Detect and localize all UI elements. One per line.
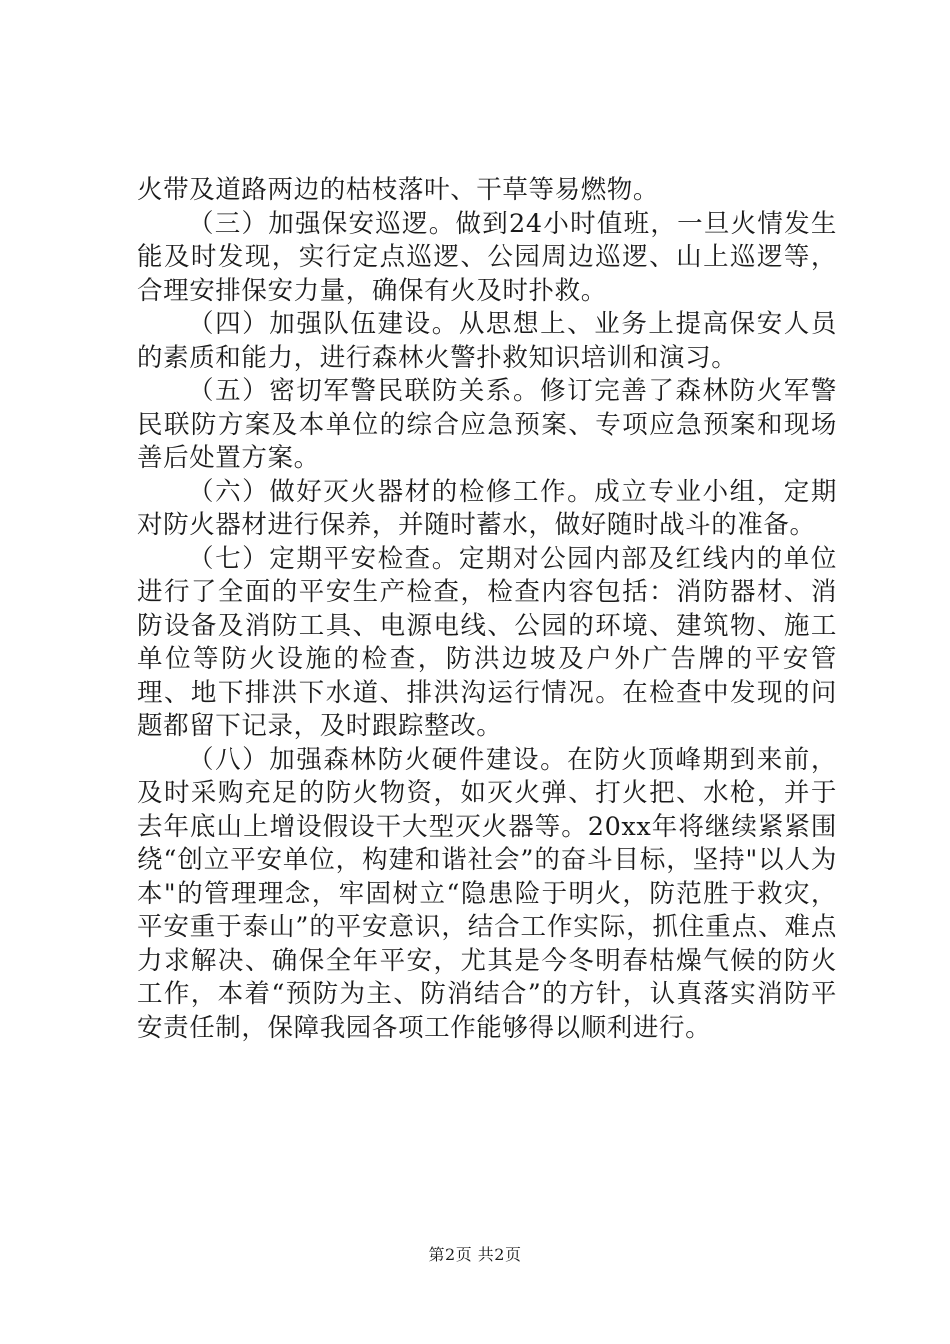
paragraph-safety-inspection: （七）定期平安检查。定期对公园内部及红线内的单位进行了全面的平安生产检查，检查内容包括：消防器材、消防设备及消防工具、电源电线、公园的环境、建筑物、施工单位等防火设施的检查，防洪边坡及户外广告牌的平安管理、地下排洪下水道、排洪沟运行情况。在检查中发现的问题都留下记录，及时跟踪整改。 bbox=[137, 543, 837, 741]
paragraph-continuation: 火带及道路两边的枯枝落叶、干草等易燃物。 bbox=[137, 175, 660, 205]
paragraph-joint-defense: （五）密切军警民联防关系。修订完善了森林防火军警民联防方案及本单位的综合应急预案、专项应急预案和现场善后处置方案。 bbox=[137, 376, 837, 473]
document-body bbox=[137, 174, 837, 1045]
paragraph-equipment-maintenance: （六）做好灭火器材的检修工作。成立专业小组，定期对防火器材进行保养，并随时蓄水，做好随时战斗的准备。 bbox=[137, 476, 837, 540]
paragraph-security-patrol: （三）加强保安巡逻。做到24小时值班，一旦火情发生能及时发现，实行定点巡逻、公园周边巡逻、山上巡逻等，合理安排保安力量，确保有火及时扑救。 bbox=[137, 208, 837, 306]
page-number-footer: 第2页 共2页 bbox=[428, 1245, 522, 1264]
paragraph-hardware-construction: （八）加强森林防火硬件建设。在防火顶峰期到来前，及时采购充足的防火物资，如灭火弹、打火把、水枪，并于去年底山上增设假设干大型灭火器等。20xx年将继续紧紧围绕“创立平安单位，构建和谐社会”的奋斗目标，坚持"以人为本"的管理理念，牢固树立“隐患险于明火，防范胜于救灾，平安重于泰山”的平安意识，结合工作实际，抓住重点、难点力求解决、确保全年平安，尤其是今冬明春枯燥气候的防火工作，本着“预防为主、防消结合”的方针，认真落实消防平安责任制，保障我园各项工作能够得以顺利进行。 bbox=[137, 744, 837, 1043]
paragraph-team-building: （四）加强队伍建设。从思想上、业务上提高保安人员的素质和能力，进行森林火警扑救知识培训和演习。 bbox=[137, 309, 837, 373]
